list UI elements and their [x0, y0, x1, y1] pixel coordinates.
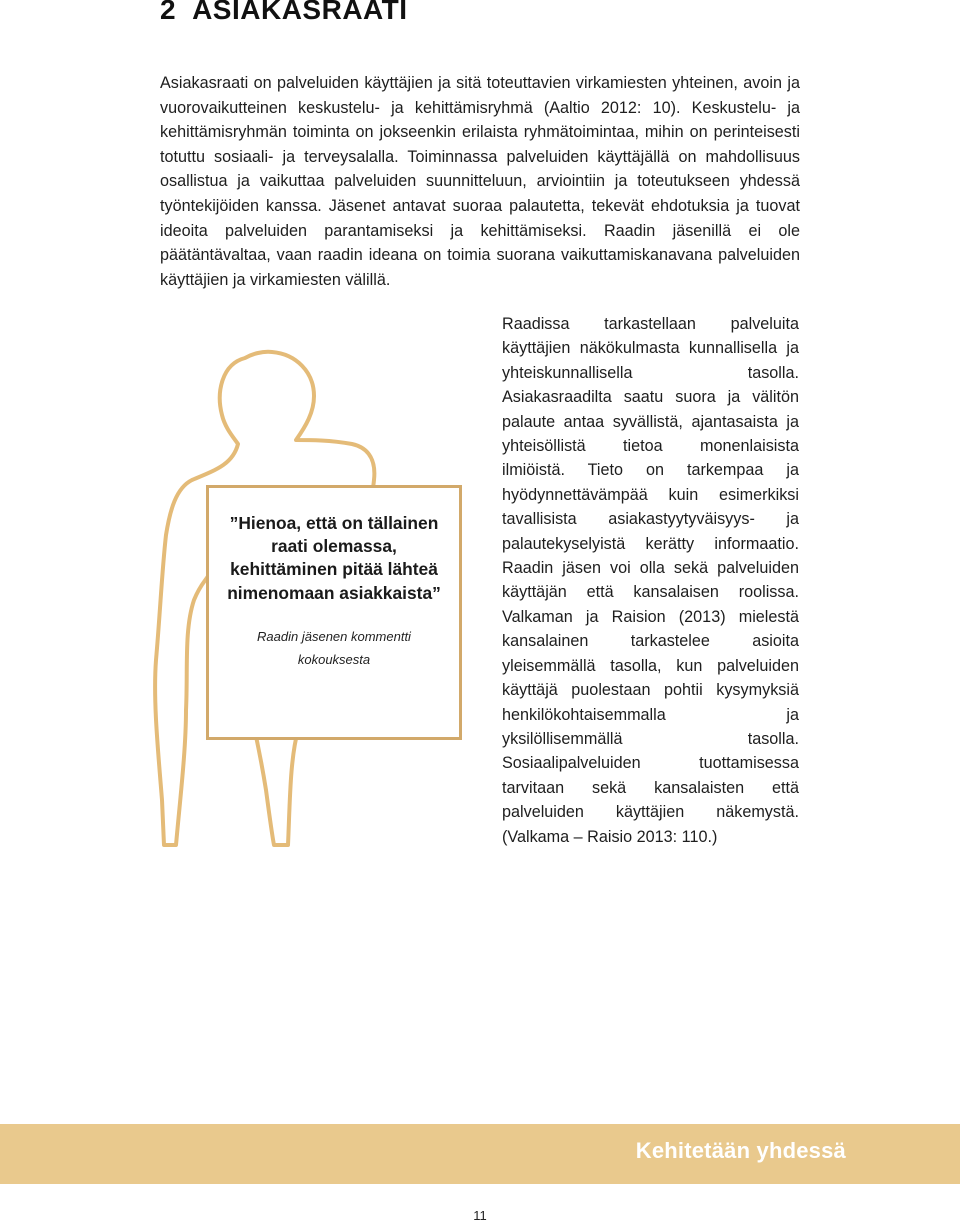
intro-paragraph: Asiakasraati on palveluiden käyttäjien ja sitä toteuttavien virkamiesten yhteinen, avoin ja vuorovaikutteinen keskustelu- ja kehittämisryhmä (Aaltio 2012: 10). Keskustelu- ja kehittämisryhmän toiminta on jokseenkin erilaista ryhmätoimintaa, mihin on perinteisesti totuttu sosiaali- ja terveysalalla. Toiminnassa palveluiden käyttäjällä on mahdollisuus osallistua ja vaikuttaa palveluiden suunnitteluun, arviointiin ja toteutukseen yhdessä työntekijöiden kanssa. Jäsenet antavat suoraa palautetta, tekevät ehdotuksia ja tuovat ideoita palveluiden parantamiseksi ja kehittämiseksi. Raadin jäsenillä ei ole päätäntävaltaa, vaan raadin ideana on toimia suorana vaikuttamiskanavana palveluiden käyttäjien ja virkamiesten välillä.	[160, 74, 800, 289]
quote-source: Raadin jäsenen kommentti kokouksesta	[257, 628, 411, 667]
footer-title: Kehitetään yhdessä	[635, 1138, 846, 1163]
chapter-number: 2	[160, 0, 177, 25]
chapter-title: ASIAKASRAATI	[192, 0, 408, 25]
quote-box	[206, 485, 462, 740]
page-number: 11	[473, 1208, 487, 1223]
quote-text: ”Hienoa, että on tällainen raati olemassa, kehittäminen pitää lähteä nimenomaan asiakkaista”	[227, 513, 441, 603]
chapter-heading	[160, 0, 408, 26]
footer-band	[0, 1124, 960, 1184]
side-paragraph: Raadissa tarkastellaan palveluita käyttäjien näkökulmasta kunnallisella ja yhteiskunnallisella tasolla. Asiakasraadilta saatu suora ja välitön palaute antaa syvällistä, ajantasaista ja yhteisöllistä tietoa monenlaisista ilmiöistä. Tieto on tarkempaa ja hyödynnettävämpää kuin esimerkiksi tavallisista asiakastyytyväisyys- ja palautekyselyistä kerätty informaatio. Raadin jäsen voi olla sekä palveluiden käyttäjän että kansalaisen roolissa. Valkaman ja Raision (2013) mielestä kansalainen tarkastelee asioita yleisemmällä tasolla, kun palveluiden käyttäjä puolestaan pohtii kysymyksiä henkilökohtaisemmalla ja yksilöllisemmällä tasolla. Sosiaalipalveluiden tuottamisessa tarvitaan sekä kansalaisten että palveluiden käyttäjien näkemystä. (Valkama – Raisio 2013: 110.)	[502, 315, 799, 846]
